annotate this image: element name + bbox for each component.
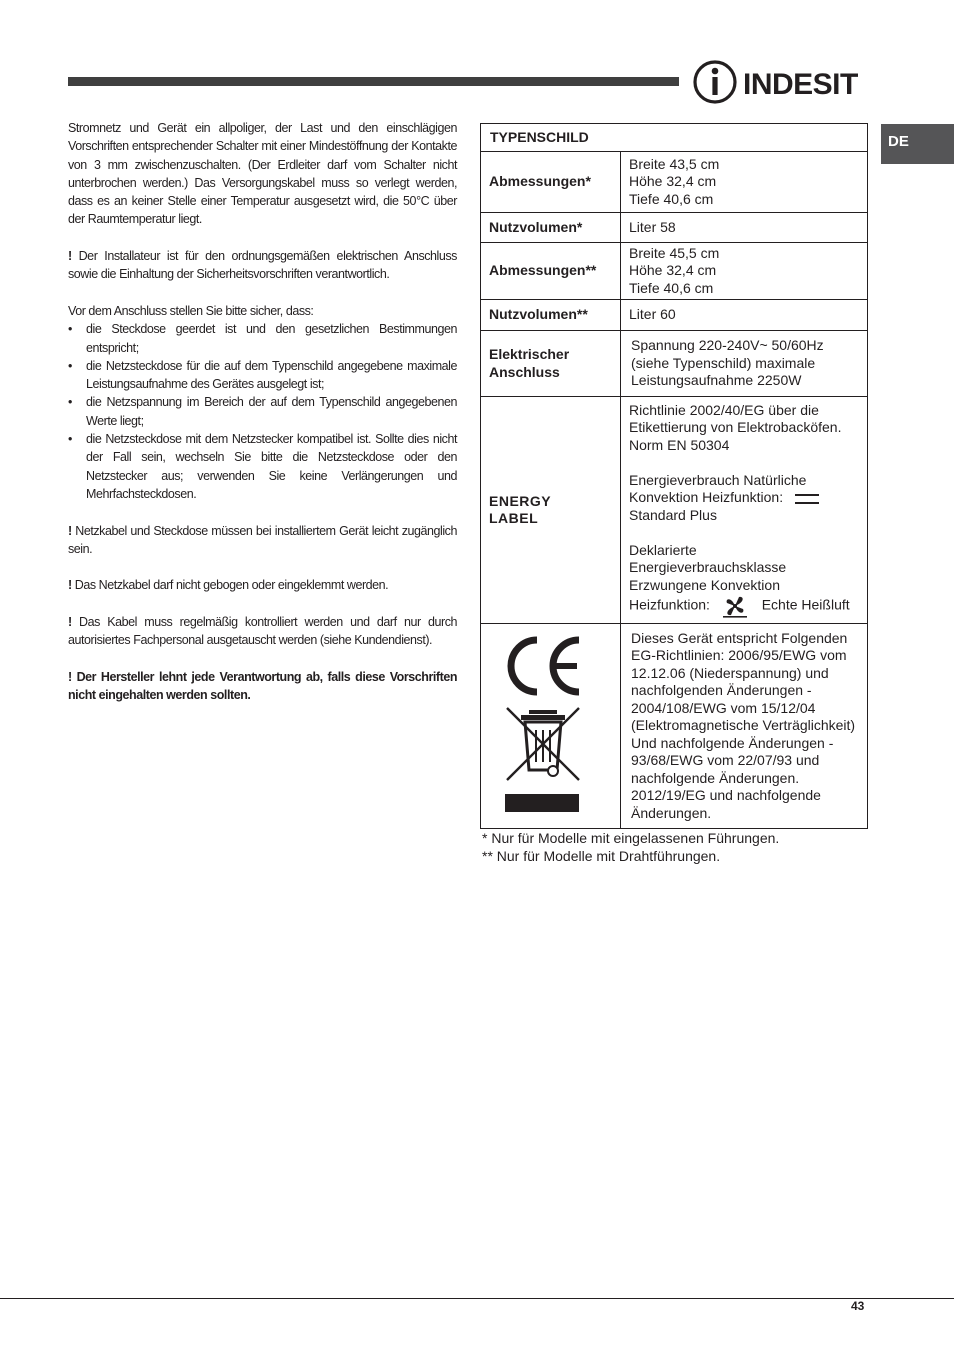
warning-installer: ! Der Installateur ist für den ordnungsgemäßen elektrischen Anschluss sowie die Einhaltung der Sicherheitsvorschriften verantwortlich. [68,249,457,282]
elec-values: Spannung 220-240V~ 50/60Hz (siehe Typenschild) maximale Leistungsaufnahme 2250W [621,331,868,397]
installation-text [68,119,457,723]
dim2-label: Abmessungen** [481,243,621,300]
dim1-label: Abmessungen* [481,152,621,213]
list-item: • die Netzsteckdose für die auf dem Typenschild angegebene maximale Leistungsaufnahme des Gerätes ausgelegt ist; [68,357,457,394]
warning-access: ! Netzkabel und Steckdose müssen bei installiertem Gerät leicht zugänglich sein. [68,523,457,556]
footer-rule [0,1298,954,1299]
vol2-label: Nutzvolumen** [481,300,621,331]
list-item: • die Netzspannung im Bereich der auf dem Typenschild angegebenen Werte liegt; [68,393,457,430]
fan-icon [722,594,748,618]
list-item: • die Steckdose geerdet ist und den gesetzlichen Bestimmungen entspricht; [68,320,457,357]
conventional-heating-icon [793,492,821,506]
compliance-icons [481,624,621,829]
page-number: 43 [851,1299,865,1313]
footnotes [482,829,779,865]
dim1-values: Breite 43,5 cm Höhe 32,4 cm Tiefe 40,6 cm [621,152,868,213]
vol1-value: Liter 58 [621,213,868,243]
footnote: ** Nur für Modelle mit Drahtführungen. [482,848,721,864]
weee-bin-icon [503,704,583,816]
paragraph-switch: Stromnetz und Gerät ein allpoliger, der Last und den einschlägigen Vorschriften entsprechender Schalter mit einer Mindestöffnung der Kontakte von 3 mm zwischenzuschalten. (Der Erdleiter darf vom Schalter nicht unterbrochen werden.) Das Versorgungskabel muss so verlegt werden, dass es an keiner Stelle einer Temperatur ausgesetzt wird, die 50°C über der Raumtemperatur liegt. [68,121,457,227]
warning-liability: ! Der Hersteller lehnt jede Verantwortung ab, falls diese Vorschriften nicht eingehalten werden sollten. [68,669,458,703]
table-title: TYPENSCHILD [481,124,868,152]
checklist-intro: Vor dem Anschluss stellen Sie bitte sicher, dass: [68,303,314,318]
ce-mark-icon [503,636,583,696]
elec-label: Elektrischer Anschluss [481,331,621,397]
header-rule [68,77,679,86]
indesit-logo [693,58,873,106]
dim2-values: Breite 45,5 cm Höhe 32,4 cm Tiefe 40,6 cm [621,243,868,300]
vol2-value: Liter 60 [621,300,868,331]
vol1-label: Nutzvolumen* [481,213,621,243]
footnote: * Nur für Modelle mit eingelassenen Führungen. [482,830,780,846]
svg-text:INDESIT: INDESIT [743,68,858,101]
checklist [68,320,457,503]
warning-cable-check: ! Das Kabel muss regelmäßig kontrolliert werden und darf nur durch autorisiertes Fachpersonal ausgetauscht werden (siehe Kundendienst). [68,615,457,648]
ce-values: Dieses Gerät entspricht Folgenden EG-Richtlinien: 2006/95/EWG vom 12.12.06 (Niederspannung) und nachfolgenden Änderungen - 2004/108/EWG vom 15/12/04 (Elektromagnetische Verträglichkeit) Und nachfolgende Änderungen - 93/68/EWG vom 22/07/93 und nachfolgende Änderungen. 2012/19/EG und nachfolgende Änderungen. [621,624,868,829]
rating-plate-table [480,123,868,829]
energy-label: ENERGY LABEL [481,397,621,624]
language-tab: DE [881,124,954,164]
energy-values: Richtlinie 2002/40/EG über die Etikettierung von Elektrobacköfen. Norm EN 50304 Energieverbrauch Natürliche Konvektion Heizfunktion: Standard Plus Deklarierte Energieverbrauchsklasse Erzwungene Konvektion Heizfunktion: Echte Heißluft [621,397,868,624]
warning-cable-bend: ! Das Netzkabel darf nicht gebogen oder eingeklemmt werden. [68,578,389,593]
list-item: • die Netzsteckdose mit dem Netzstecker kompatibel ist. Sollte dies nicht der Fall sein, wechseln Sie bitte die Netzsteckdose oder den Netzstecker aus; verwenden Sie keine Verlängerungen und Mehrfachsteckdosen. [68,430,457,503]
